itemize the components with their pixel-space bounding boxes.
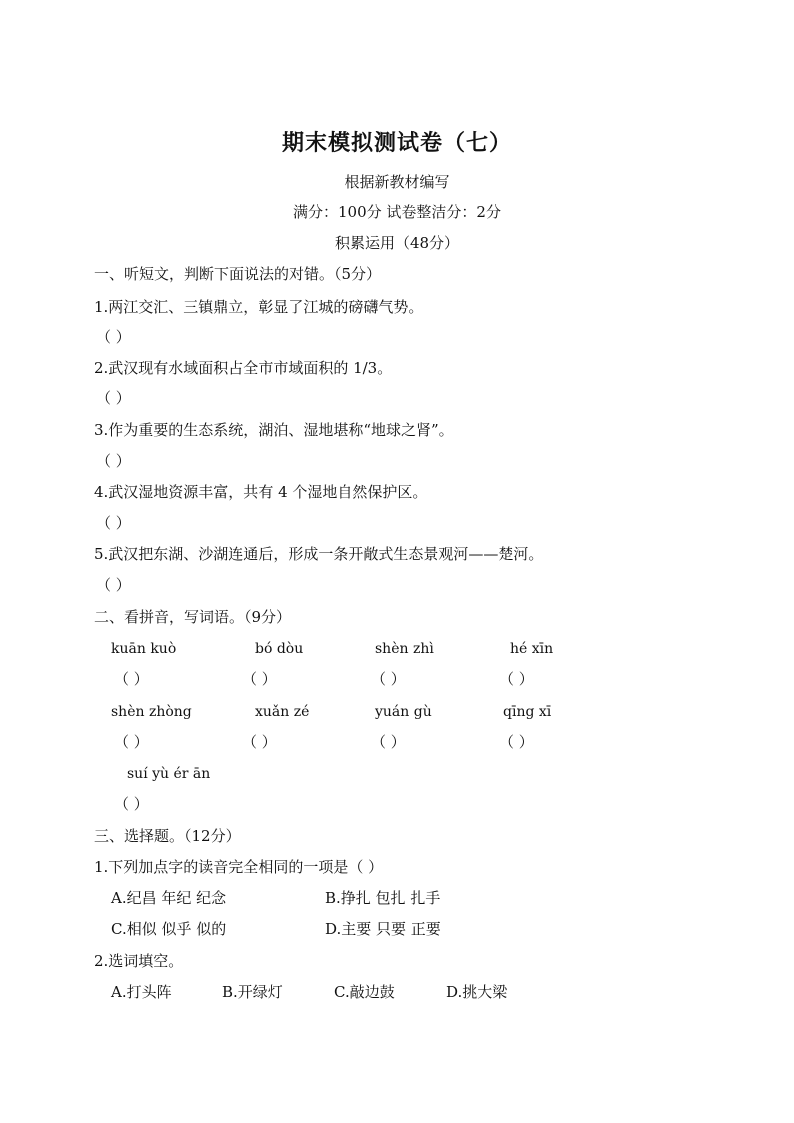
pinyin-label: hé xīn (510, 641, 554, 657)
word-option[interactable]: D.挑大梁 (446, 983, 508, 1001)
word-answer-blank[interactable]: （ ） (242, 733, 277, 751)
word-answer-blank[interactable]: （ ） (371, 733, 406, 751)
part1-item-answer-blank[interactable]: （ ） (96, 452, 131, 470)
pinyin-label: kuān kuò (111, 641, 177, 657)
word-answer-blank[interactable]: （ ） (242, 670, 277, 688)
part1-item-text: 1.两江交汇、三镇鼎立，彰显了江城的磅礴气势。 (94, 298, 424, 316)
part1-item-text: 2.武汉现有水域面积占全市市域面积的 1/3。 (94, 359, 393, 377)
part2-heading: 二、看拼音，写词语。（9分） (94, 608, 292, 626)
word-answer-blank[interactable]: （ ） (499, 670, 534, 688)
part1-item-text: 4.武汉湿地资源丰富，共有 4 个湿地自然保护区。 (94, 483, 428, 501)
idiom-answer-blank[interactable]: （ ） (114, 795, 149, 813)
score-info: 满分：100分 试卷整洁分：2分 (293, 203, 501, 221)
pinyin-label: bó dòu (255, 641, 304, 657)
option-c[interactable]: C.相似 似乎 似的 (111, 920, 227, 938)
question-1: 1.下列加点字的读音完全相同的一项是（ ） (94, 858, 384, 876)
pinyin-label: xuǎn zé (255, 704, 310, 720)
word-option[interactable]: B.开绿灯 (222, 983, 283, 1001)
option-b[interactable]: B.挣扎 包扎 扎手 (325, 889, 441, 907)
word-answer-blank[interactable]: （ ） (114, 670, 149, 688)
pinyin-label: qīng xī (503, 704, 552, 720)
word-answer-blank[interactable]: （ ） (371, 670, 406, 688)
pinyin-label: shèn zhòng (111, 704, 192, 720)
part3-heading: 三、选择题。（12分） (94, 827, 241, 845)
pinyin-label: shèn zhì (375, 641, 434, 657)
question-2: 2.选词填空。 (94, 952, 184, 970)
part1-heading: 一、听短文，判断下面说法的对错。（5分） (94, 265, 382, 283)
pinyin-label: yuán gù (375, 704, 432, 720)
pinyin-label: suí yù ér ān (127, 766, 211, 782)
word-option[interactable]: C.敲边鼓 (334, 983, 395, 1001)
part1-item-answer-blank[interactable]: （ ） (96, 514, 131, 532)
option-d[interactable]: D.主要 只要 正要 (325, 920, 441, 938)
option-a[interactable]: A.纪昌 年纪 纪念 (111, 889, 227, 907)
part1-item-answer-blank[interactable]: （ ） (96, 328, 131, 346)
part1-item-text: 3.作为重要的生态系统，湖泊、湿地堪称“地球之肾”。 (94, 421, 454, 439)
part1-item-answer-blank[interactable]: （ ） (96, 389, 131, 407)
part1-item-text: 5.武汉把东湖、沙湖连通后，形成一条开敞式生态景观河——楚河。 (94, 545, 544, 563)
word-option[interactable]: A.打头阵 (111, 983, 172, 1001)
page-subtitle: 根据新教材编写 (344, 173, 450, 191)
word-answer-blank[interactable]: （ ） (499, 733, 534, 751)
word-answer-blank[interactable]: （ ） (114, 733, 149, 751)
page-title: 期末模拟测试卷（七） (281, 130, 512, 156)
part1-item-answer-blank[interactable]: （ ） (96, 576, 131, 594)
section-title: 积累运用（48分） (334, 234, 460, 252)
